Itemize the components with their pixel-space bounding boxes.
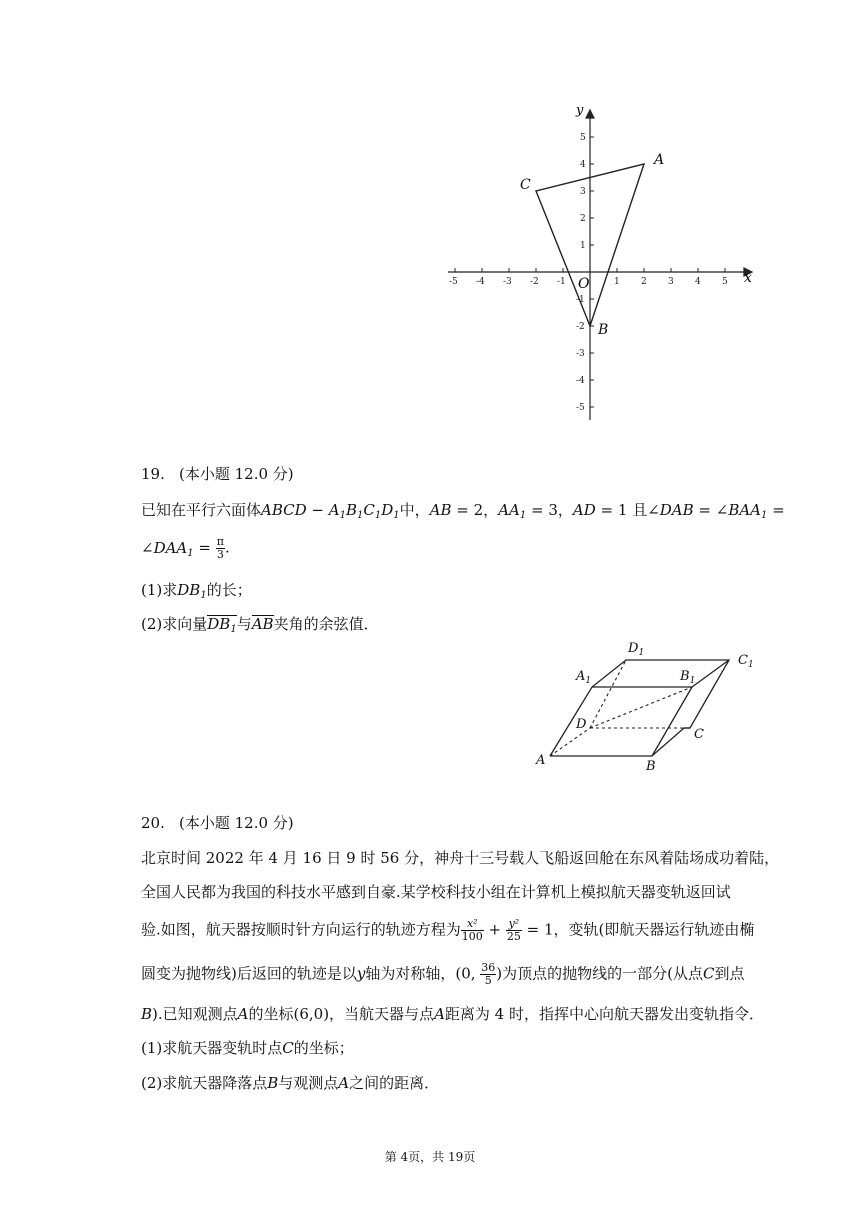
y-axis-arrow — [586, 110, 594, 118]
y-tick-label: 2 — [580, 214, 586, 224]
q20-part1: (1)求航天器变轨时点C的坐标； — [141, 1039, 354, 1057]
q19-body: ABCD − $A_1B_1C_1D_1$ — [261, 501, 400, 521]
label-b: B — [646, 759, 656, 772]
point-label-a: A — [654, 152, 665, 168]
q19-header — [141, 464, 294, 484]
x-tick-label: -5 — [449, 277, 458, 287]
label-d: D — [576, 717, 587, 732]
q19-stem-a: 已知在平行六面体 — [141, 501, 262, 519]
y-tick-label: -1 — [576, 295, 585, 305]
point-label-c: C — [520, 177, 531, 193]
y-tick-label: 5 — [580, 133, 586, 143]
label-a: A — [536, 753, 546, 768]
x-axis-label: x — [744, 270, 752, 286]
q19-stem-line2: $\angle DAA_1$ = $\frac{\pi}{3}$ . — [141, 535, 230, 561]
x-tick-label: -2 — [530, 277, 539, 287]
y-tick-label: -4 — [576, 376, 585, 386]
frac-x2-100: $\frac{\text{x²}}{100}$ — [461, 917, 483, 943]
frac-36-5: $\frac{36}{5}$ — [481, 961, 496, 987]
x-tick-label: -3 — [503, 277, 512, 287]
x-tick-label: 4 — [695, 277, 701, 287]
y-tick-label: 1 — [580, 241, 586, 251]
q19-cond-ad: = 1 且 — [600, 501, 648, 519]
x-tick-label: 2 — [641, 277, 647, 287]
label-c: C — [694, 727, 704, 742]
q19-part1: (1)求$DB_1$的长； — [141, 581, 252, 601]
q19-stem-b: 中， — [399, 501, 430, 519]
q19-pi-over-3: $\frac{\pi}{3}$ — [216, 535, 224, 561]
q20-line2: 全国人民都为我国的科技水平感到自豪.某学校科技小组在计算机上模拟航天器变轨返回试 — [141, 883, 731, 901]
vector-ab: AB — [251, 615, 274, 633]
y-tick-label: -3 — [576, 349, 585, 359]
label-d1: $D_1$ — [628, 641, 645, 658]
label-a1: $A_1$ — [576, 669, 592, 686]
x-tick-label: 3 — [668, 277, 674, 287]
q20-line3: 验.如图，航天器按顺时针方向运行的轨迹方程为 $\frac{\text{x²}}{100}$ + $\frac{\text{y²}}{25}$ = 1，变轨(即航天器运行轨迹由椭 — [141, 917, 755, 943]
origin-label: O — [578, 276, 590, 292]
page-footer: 第 4页，共 19页 — [384, 1150, 476, 1164]
q20-line5: B).已知观测点A的坐标(6,0)，当航天器与点A距离为 4 时，指挥中心向航天器发出变轨指令． — [141, 1005, 764, 1023]
q19-part2: (2)求向量$DB_1$与AB夹角的余弦值． — [141, 614, 379, 638]
parallelepiped-figure — [530, 632, 770, 772]
q19-cond-ab: = 2， — [456, 501, 499, 519]
y-tick-label: 4 — [580, 160, 586, 170]
q20-part2: (2)求航天器降落点B与观测点A之间的距离． — [141, 1074, 440, 1092]
x-tick-label: 5 — [722, 277, 728, 287]
x-tick-label: -4 — [476, 277, 485, 287]
q20-score: (本小题 12.0 分) — [179, 814, 294, 832]
q20-header — [141, 813, 294, 833]
q19-cond-aa1: = 3， — [531, 501, 573, 519]
point-label-b: B — [598, 322, 609, 338]
frac-y2-25: $\frac{\text{y²}}{25}$ — [506, 917, 521, 943]
y-tick-label: 3 — [580, 187, 586, 197]
q19-angle1: ∠DAB = $\angle BAA_1$ — [647, 501, 768, 521]
y-tick-label: -2 — [576, 322, 585, 332]
label-c1: $C_1$ — [738, 653, 754, 670]
x-tick-label: 1 — [614, 277, 620, 287]
y-tick-label: -5 — [576, 403, 585, 413]
q19-score: (本小题 12.0 分) — [179, 465, 294, 483]
coordinate-graph — [440, 96, 770, 431]
label-b1: $B_1$ — [680, 669, 696, 686]
vector-db1: $DB_1$ — [207, 615, 236, 638]
y-axis-label: y — [576, 103, 584, 118]
q20-number: 20. — [141, 814, 165, 832]
q20-line4: 圆变为抛物线)后返回的轨迹是以y轴为对称轴，(0, $\frac{36}{5}$ )为顶点的抛物线的一部分(从点C到点 — [141, 961, 745, 987]
q19-ab: AB — [429, 501, 452, 519]
q19-number: 19. — [141, 465, 165, 483]
q19-aa1: $AA_1$ — [498, 501, 527, 521]
q19-ad: AD — [572, 501, 596, 519]
q19-stem-line1: 已知在平行六面体ABCD − $A_1B_1C_1D_1$中，AB = 2，$AA_1 = 3$，AD = 1 且∠DAB = $\angle BAA_1$ = — [141, 501, 785, 521]
q20-line1: 北京时间 2022 年 4 月 16 日 9 时 56 分，神舟十三号载人飞船返回舱在东风着陆场成功着陆， — [141, 849, 780, 867]
q19-angle2: $\angle DAA_1$ — [141, 538, 194, 559]
x-tick-label: -1 — [557, 277, 566, 287]
